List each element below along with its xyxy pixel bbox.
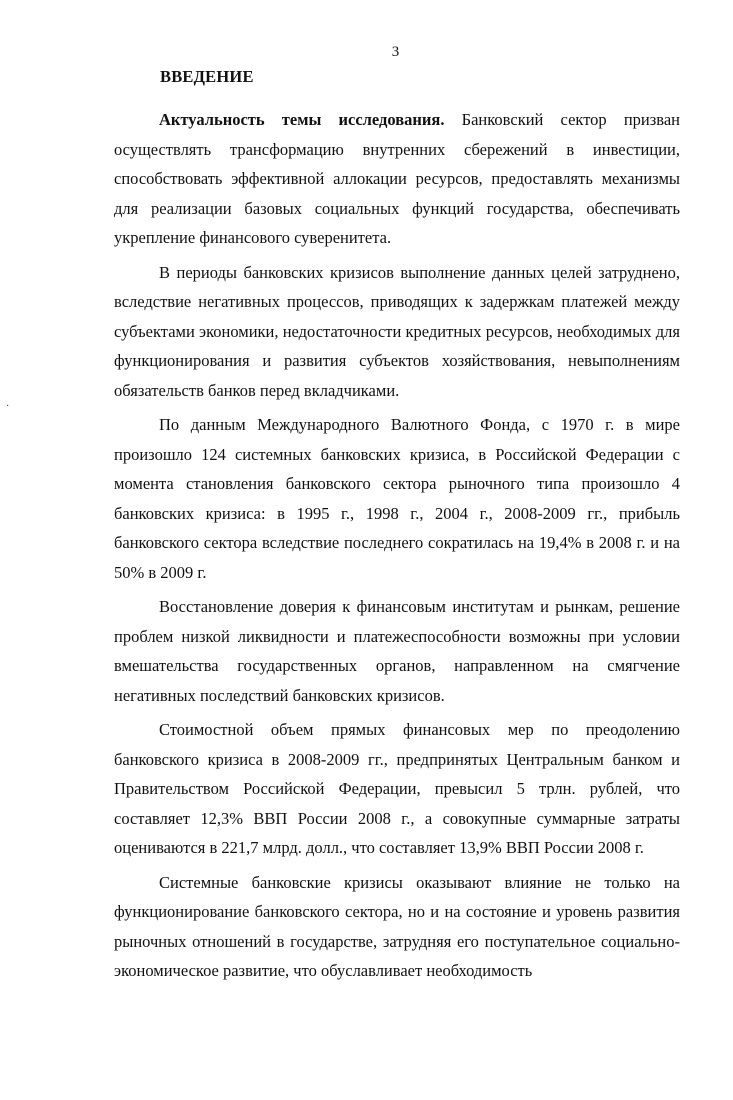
- paragraph-crisis-periods: В периоды банковских кризисов выполнение данных целей затруднено, вследствие негативных процессов, приводящих к задержкам платежей между субъектами экономики, недостаточности кредитных ресурсов, необходимых для функционирования и развития субъектов хозяйствования, невыполнениям обязательств банков перед вкладчиками.: [114, 262, 680, 400]
- paragraph-trust-restoration: Восстановление доверия к финансовым институтам и рынкам, решение проблем низкой ликвидности и платежеспособности возможны при условии вмешательства государственных органов, направленном на смягчение негативных последствий банковских кризисов.: [114, 597, 680, 705]
- paragraph-text: Банковский сектор призван осуществлять трансформацию внутренних сбережений в инвестиции, способствовать эффективной аллокации ресурсов, предоставлять механизмы для реализации базовых социальных функций государства, обеспечивать укрепление финансового суверенитета.: [114, 110, 681, 247]
- paragraph-lead: Актуальность темы исследования.: [159, 110, 445, 129]
- paragraph-relevance: [114, 105, 680, 253]
- paragraph-systemic-crises: Системные банковские кризисы оказывают влияние не только на функционирование банковского сектора, но и на состояние и уровень развития рыночных отношений в государстве, затрудняя его поступательное социально-экономическое развитие, что обуславливает необходимость: [114, 872, 680, 980]
- scan-artifact-dot: ·: [6, 401, 10, 412]
- paragraph-imf-data: По данным Международного Валютного Фонда, с 1970 г. в мире произошло 124 системных банковских кризиса, в Российской Федерации с момента становления банковского сектора рыночного типа произошло 4 банковских кризиса: в 1995 г., 1998 г., 2004 г., 2008-2009 гг., прибыль банковского сектора вследствие последнего сократилась на 19,4% в 2008 г. и на 50% в 2009 г.: [114, 415, 680, 582]
- body-text: [114, 105, 680, 991]
- paragraph-financial-measures: Стоимостной объем прямых финансовых мер по преодолению банковского кризиса в 2008-2009 гг., предпринятых Центральным банком и Правительством Российской Федерации, превысил 5 трлн. рублей, что составляет 12,3% ВВП России 2008 г., а совокупные суммарные затраты оцениваются в 221,7 млрд. долл., что составляет 13,9% ВВП России 2008 г.: [114, 720, 680, 857]
- section-heading: ВВЕДЕНИЕ: [160, 67, 254, 86]
- page-number: 3: [391, 44, 400, 60]
